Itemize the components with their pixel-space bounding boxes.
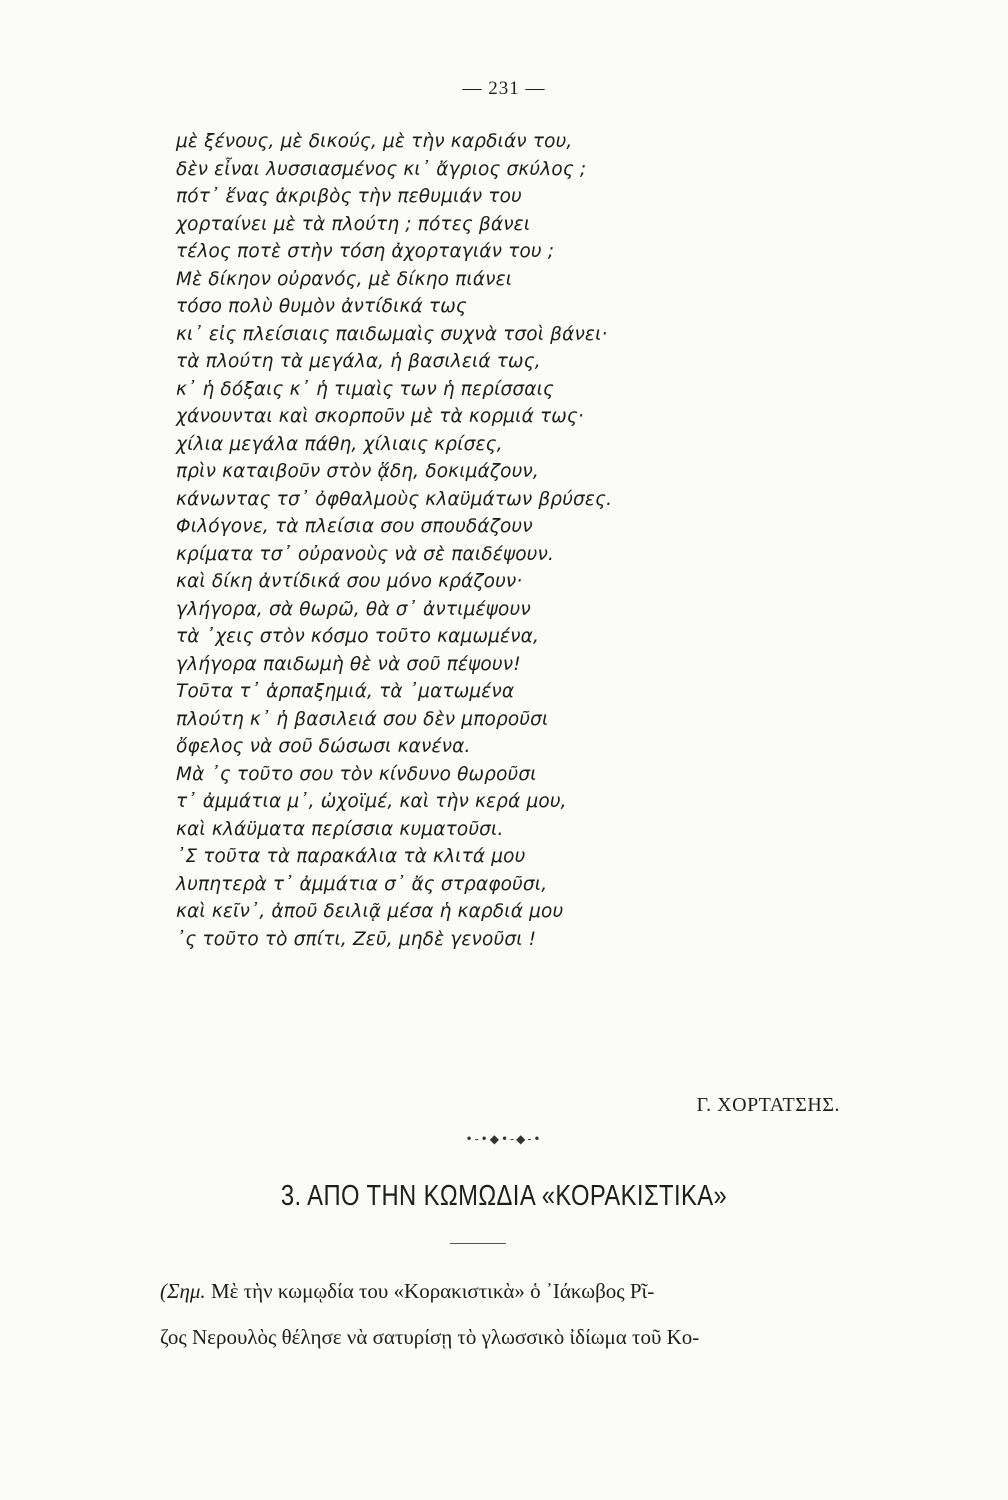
note-line bbox=[160, 1268, 850, 1314]
poem-line: τέλος ποτὲ στὴν τόση ἀχορταγιάν του ; bbox=[176, 241, 555, 262]
poem-line: ᾿ς τοῦτο τὸ σπίτι, Ζεῦ, μηδὲ γενοῦσι ! bbox=[176, 928, 537, 950]
poem-line: κάνωντας τσ᾿ ὀφθαλμοὺς κλαϋμάτων βρύσες. bbox=[176, 488, 613, 510]
poem-line: τόσο πολὺ θυμὸν ἀντίδικά τως bbox=[176, 296, 467, 317]
page-number: — 231 — bbox=[462, 78, 546, 99]
poem-line: τὰ πλούτη τὰ μεγάλα, ἡ βασιλειά τως, bbox=[176, 351, 541, 372]
note-label: (Σημ. bbox=[160, 1279, 206, 1303]
poem-line: τὰ ᾿χεις στὸν κόσμο τοῦτο καμωμένα, bbox=[176, 626, 540, 647]
poem-line: λυπητερὰ τ᾿ ἀμμάτια σ᾿ ἄς στραφοῦσι, bbox=[176, 873, 548, 895]
poem-line: καὶ δίκη ἀντίδικά σου μόνο κράζουν· bbox=[176, 571, 523, 592]
poem-line: Τοῦτα τ᾿ ἁρπαξημιά, τὰ ᾿ματωμένα bbox=[176, 681, 515, 702]
poem bbox=[176, 128, 836, 953]
note-text: Μὲ τὴν κωμῳδία του «Κορακιστικὰ» ὁ ᾿Ιάκωβος Ρῖ- bbox=[205, 1279, 655, 1303]
poem-line: κρίματα τσ᾿ οὐρανοὺς νὰ σὲ παιδέψουν. bbox=[176, 543, 555, 565]
poem-line: χάνουνται καὶ σκορποῦν μὲ τὰ κορμιά τως· bbox=[176, 406, 584, 427]
note-line: ζος Νερουλὸς θέλησε νὰ σατυρίσῃ τὸ γλωσσικὸ ἰδίωμα τοῦ Κο- bbox=[160, 1325, 700, 1349]
poem-line: πλούτη κ᾿ ἡ βασιλειά σου δὲν μποροῦσι bbox=[176, 708, 549, 730]
poem-line: γλήγορα παιδωμὴ θὲ νὰ σοῦ πέψουν! bbox=[176, 653, 521, 675]
editor-note bbox=[160, 1268, 850, 1360]
poem-line: γλήγορα, σὰ θωρῶ, θὰ σ᾿ ἀντιμέψουν bbox=[176, 598, 531, 620]
poem-line: Φιλόγονε, τὰ πλείσια σου σπουδάζουν bbox=[176, 516, 533, 537]
author-signature: Γ. ΧΟΡΤΑΤΣΗΣ. bbox=[696, 1094, 840, 1116]
poem-line: πότ᾿ ἕνας ἀκριβὸς τὴν πεθυμιάν του bbox=[176, 186, 522, 207]
poem-line: πρὶν καταιβοῦν στὸν ᾅδη, δοκιμάζουν, bbox=[176, 461, 539, 482]
poem-line: κι᾿ εἰς πλείσιαις παιδωμαὶς συχνὰ τσοὶ βάνει· bbox=[176, 323, 608, 345]
poem-line: μὲ ξένους, μὲ δικούς, μὲ τὴν καρδιάν του, bbox=[176, 131, 573, 152]
poem-line: κ᾿ ἡ δόξαις κ᾿ ἡ τιμαὶς των ἡ περίσσαις bbox=[176, 378, 554, 400]
poem-line: χίλια μεγάλα πάθη, χίλιαις κρίσες, bbox=[176, 433, 503, 455]
poem-line: καὶ κεῖν᾿, ἀποῦ δειλιᾷ μέσα ἡ καρδιά μου bbox=[176, 901, 564, 922]
poem-line: ὄφελος νὰ σοῦ δώσωσι κανένα. bbox=[176, 736, 471, 757]
section-heading: 3. ΑΠΟ ΤΗΝ ΚΩΜΩΔΙΑ «ΚΟΡΑΚΙΣΤΙΚΑ» bbox=[280, 1180, 728, 1212]
poem-line: χορταίνει μὲ τὰ πλούτη ; πότες βάνει bbox=[176, 213, 531, 235]
poem-line: Μὰ ᾿ς τοῦτο σου τὸν κίνδυνο θωροῦσι bbox=[176, 763, 537, 785]
ornament-divider: •-•◆•-◆-• bbox=[465, 1132, 543, 1146]
heading-rule bbox=[450, 1243, 506, 1244]
poem-line: δὲν εἶναι λυσσιασμένος κι᾿ ἄγριος σκύλος ; bbox=[176, 158, 587, 180]
poem-line: τ᾿ ἀμμάτια μ᾿, ὠχοϊμέ, καὶ τὴν κερά μου, bbox=[176, 791, 567, 812]
poem-line: ᾿Σ τοῦτα τὰ παρακάλια τὰ κλιτά μου bbox=[176, 846, 526, 867]
poem-line: Μὲ δίκηον οὐρανός, μὲ δίκηο πιάνει bbox=[176, 268, 513, 290]
poem-line: καὶ κλάϋματα περίσσια κυματοῦσι. bbox=[176, 818, 504, 840]
